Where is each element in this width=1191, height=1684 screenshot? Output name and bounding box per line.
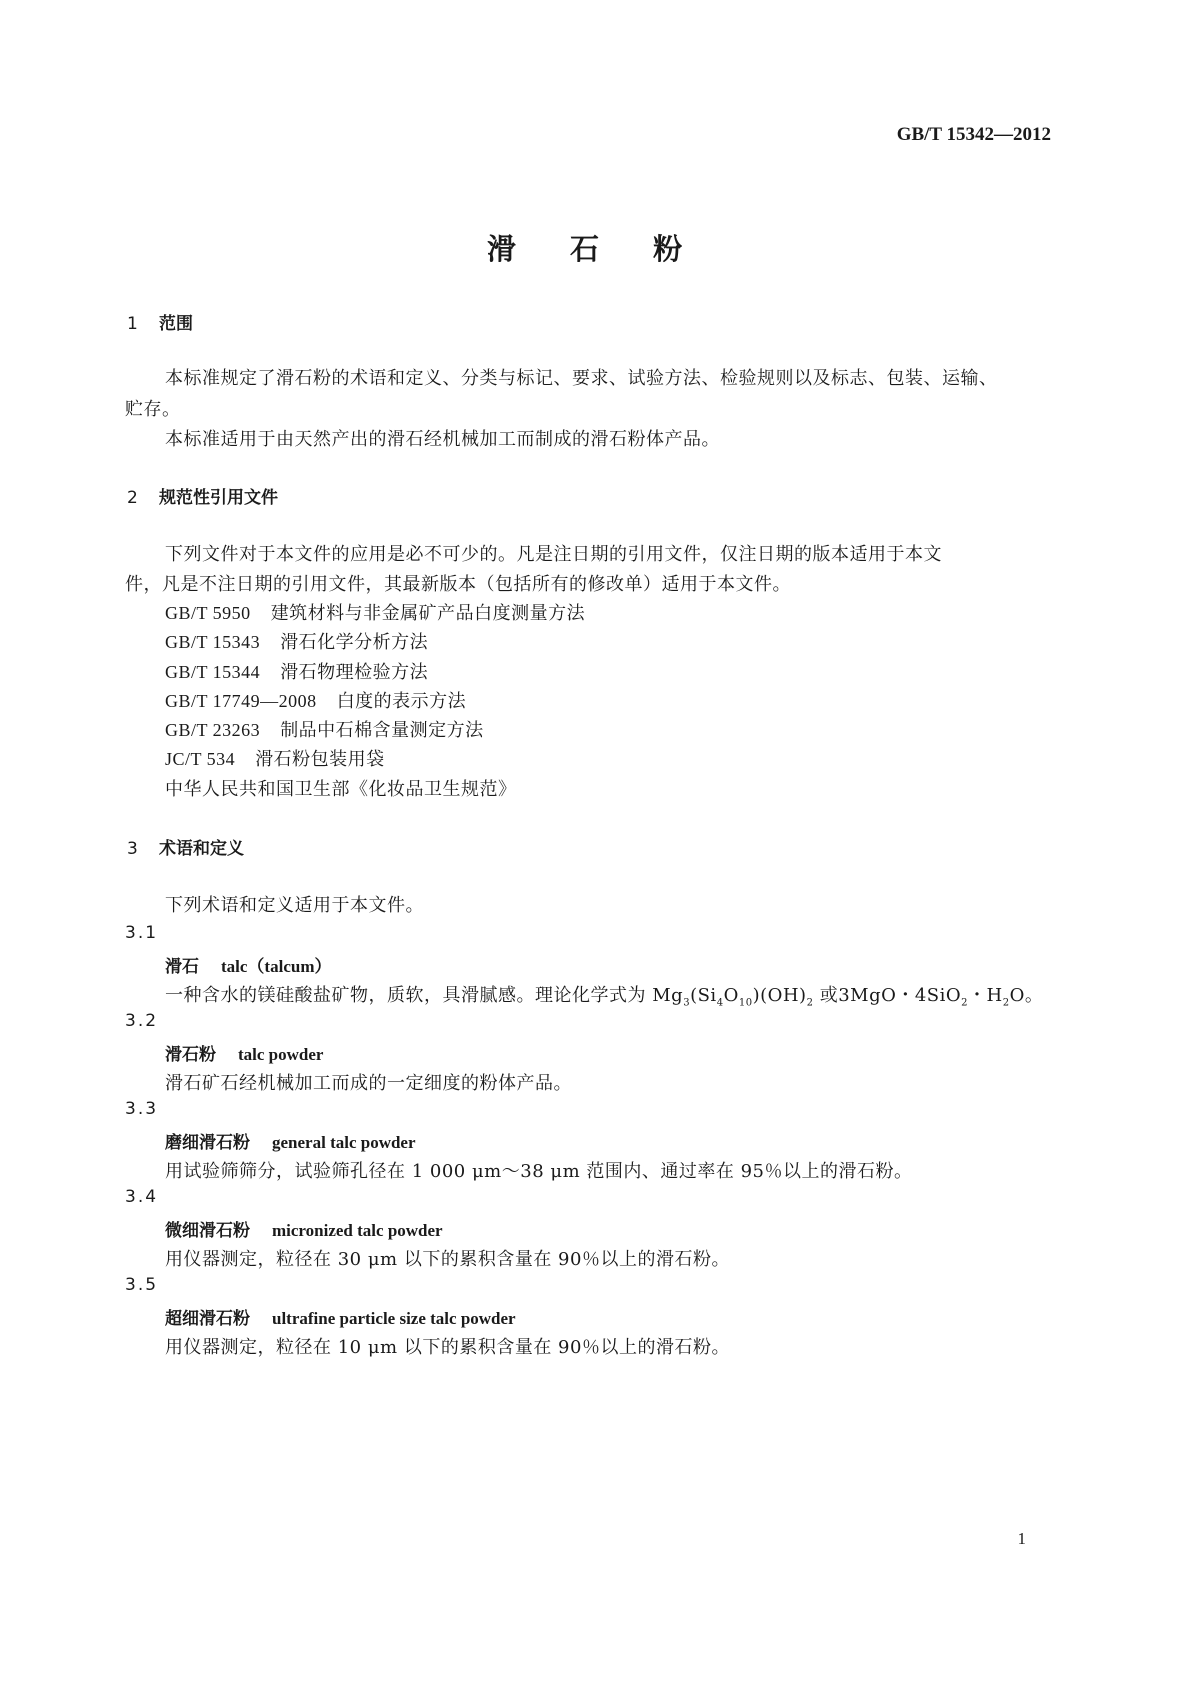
reference-item: [165, 716, 484, 742]
term-heading: [165, 1216, 443, 1241]
reference-code: GB/T 23263: [165, 720, 261, 740]
formula-part: ・H: [968, 985, 1003, 1006]
term-number: 3.2: [125, 1011, 159, 1031]
term-definition: [165, 981, 1043, 1009]
reference-title: 滑石化学分析方法: [280, 632, 429, 653]
term-definition: 用试验筛筛分，试验筛孔径在 1 000 μm～38 μm 范围内、通过率在 95％以上的滑石粉。: [165, 1161, 913, 1182]
reference-item: 中华人民共和国卫生部《化妆品卫生规范》: [165, 779, 517, 800]
page-number: 1: [1017, 1529, 1026, 1548]
term-heading: [165, 1040, 323, 1065]
reference-title: 滑石物理检验方法: [280, 662, 429, 683]
term-heading: [165, 1128, 416, 1153]
formula-part: Mg: [652, 985, 684, 1006]
formula-subscript: 2: [1002, 997, 1010, 1009]
formula-subscript: 10: [738, 997, 753, 1009]
term-english: talc powder: [238, 1045, 324, 1064]
formula-subscript: 2: [961, 997, 969, 1009]
reference-title: 建筑材料与非金属矿产品白度测量方法: [270, 603, 586, 624]
section-1-heading: [127, 309, 193, 334]
reference-title: 制品中石棉含量测定方法: [280, 720, 484, 741]
term-chinese: 滑石粉: [165, 1045, 216, 1065]
section-title: 规范性引用文件: [159, 488, 278, 508]
reference-code: GB/T 17749—2008: [165, 691, 317, 711]
term-english: micronized talc powder: [272, 1221, 443, 1240]
term-english: ultrafine particle size talc powder: [272, 1309, 516, 1328]
reference-code: GB/T 15343: [165, 632, 261, 652]
term-chinese: 磨细滑石粉: [165, 1133, 250, 1153]
formula-part: O。: [1009, 985, 1044, 1006]
term-number: 3.3: [125, 1099, 159, 1119]
term-number: 3.4: [125, 1187, 159, 1207]
section-title: 术语和定义: [159, 839, 244, 859]
formula-subscript: 3: [683, 997, 691, 1009]
term-chinese: 滑石: [165, 957, 199, 977]
reference-code: GB/T 15344: [165, 662, 261, 682]
chemical-formula: [652, 985, 1044, 1009]
paragraph: 下列文件对于本文件的应用是必不可少的。凡是注日期的引用文件，仅注日期的版本适用于本文: [165, 544, 942, 565]
reference-item: [165, 628, 428, 654]
reference-item: [165, 745, 385, 771]
reference-item: [165, 687, 466, 713]
paragraph: 本标准规定了滑石粉的术语和定义、分类与标记、要求、试验方法、检验规则以及标志、包装、运输、: [165, 368, 998, 389]
term-english: talc（talcum）: [221, 957, 332, 976]
definition-text: 一种含水的镁硅酸盐矿物，质软，具滑腻感。理论化学式为: [165, 985, 653, 1006]
term-number: 3.5: [125, 1275, 159, 1295]
reference-title: 白度的表示方法: [336, 691, 467, 712]
reference-code: JC/T 534: [165, 749, 236, 769]
formula-subscript: 4: [716, 997, 724, 1009]
paragraph: 下列术语和定义适用于本文件。: [165, 895, 424, 916]
formula-subscript: 2: [806, 997, 814, 1009]
formula-part: O: [723, 985, 739, 1006]
term-definition: 滑石矿石经机械加工而成的一定细度的粉体产品。: [165, 1073, 572, 1094]
section-2-heading: [127, 483, 278, 508]
section-title: 范围: [159, 314, 193, 334]
standard-number: GB/T 15342—2012: [896, 124, 1051, 145]
reference-title: 滑石粉包装用袋: [255, 749, 385, 770]
term-heading: [165, 1304, 516, 1329]
term-definition: 用仪器测定，粒径在 10 μm 以下的累积含量在 90％以上的滑石粉。: [165, 1337, 730, 1358]
section-number: 2: [127, 488, 138, 508]
formula-part: (Si: [690, 985, 717, 1006]
term-english: general talc powder: [272, 1133, 416, 1152]
section-number: 3: [127, 839, 138, 859]
reference-code: GB/T 5950: [165, 603, 251, 623]
term-chinese: 超细滑石粉: [165, 1309, 250, 1329]
section-number: 1: [127, 314, 138, 334]
term-heading: [165, 952, 331, 977]
reference-item: [165, 599, 585, 625]
section-3-heading: [127, 834, 244, 859]
term-chinese: 微细滑石粉: [165, 1221, 250, 1241]
paragraph-continuation: 贮存。: [125, 399, 181, 420]
paragraph: 本标准适用于由天然产出的滑石经机械加工而制成的滑石粉体产品。: [165, 429, 720, 450]
formula-part: )(OH): [752, 985, 807, 1006]
term-definition: 用仪器测定，粒径在 30 μm 以下的累积含量在 90％以上的滑石粉。: [165, 1249, 730, 1270]
document-title: 滑 石 粉: [486, 232, 705, 266]
reference-item: [165, 658, 428, 684]
paragraph-continuation: 件，凡是不注日期的引用文件，其最新版本（包括所有的修改单）适用于本文件。: [125, 574, 791, 595]
term-number: 3.1: [125, 923, 159, 943]
formula-part: 或3MgO・4SiO: [813, 985, 962, 1006]
